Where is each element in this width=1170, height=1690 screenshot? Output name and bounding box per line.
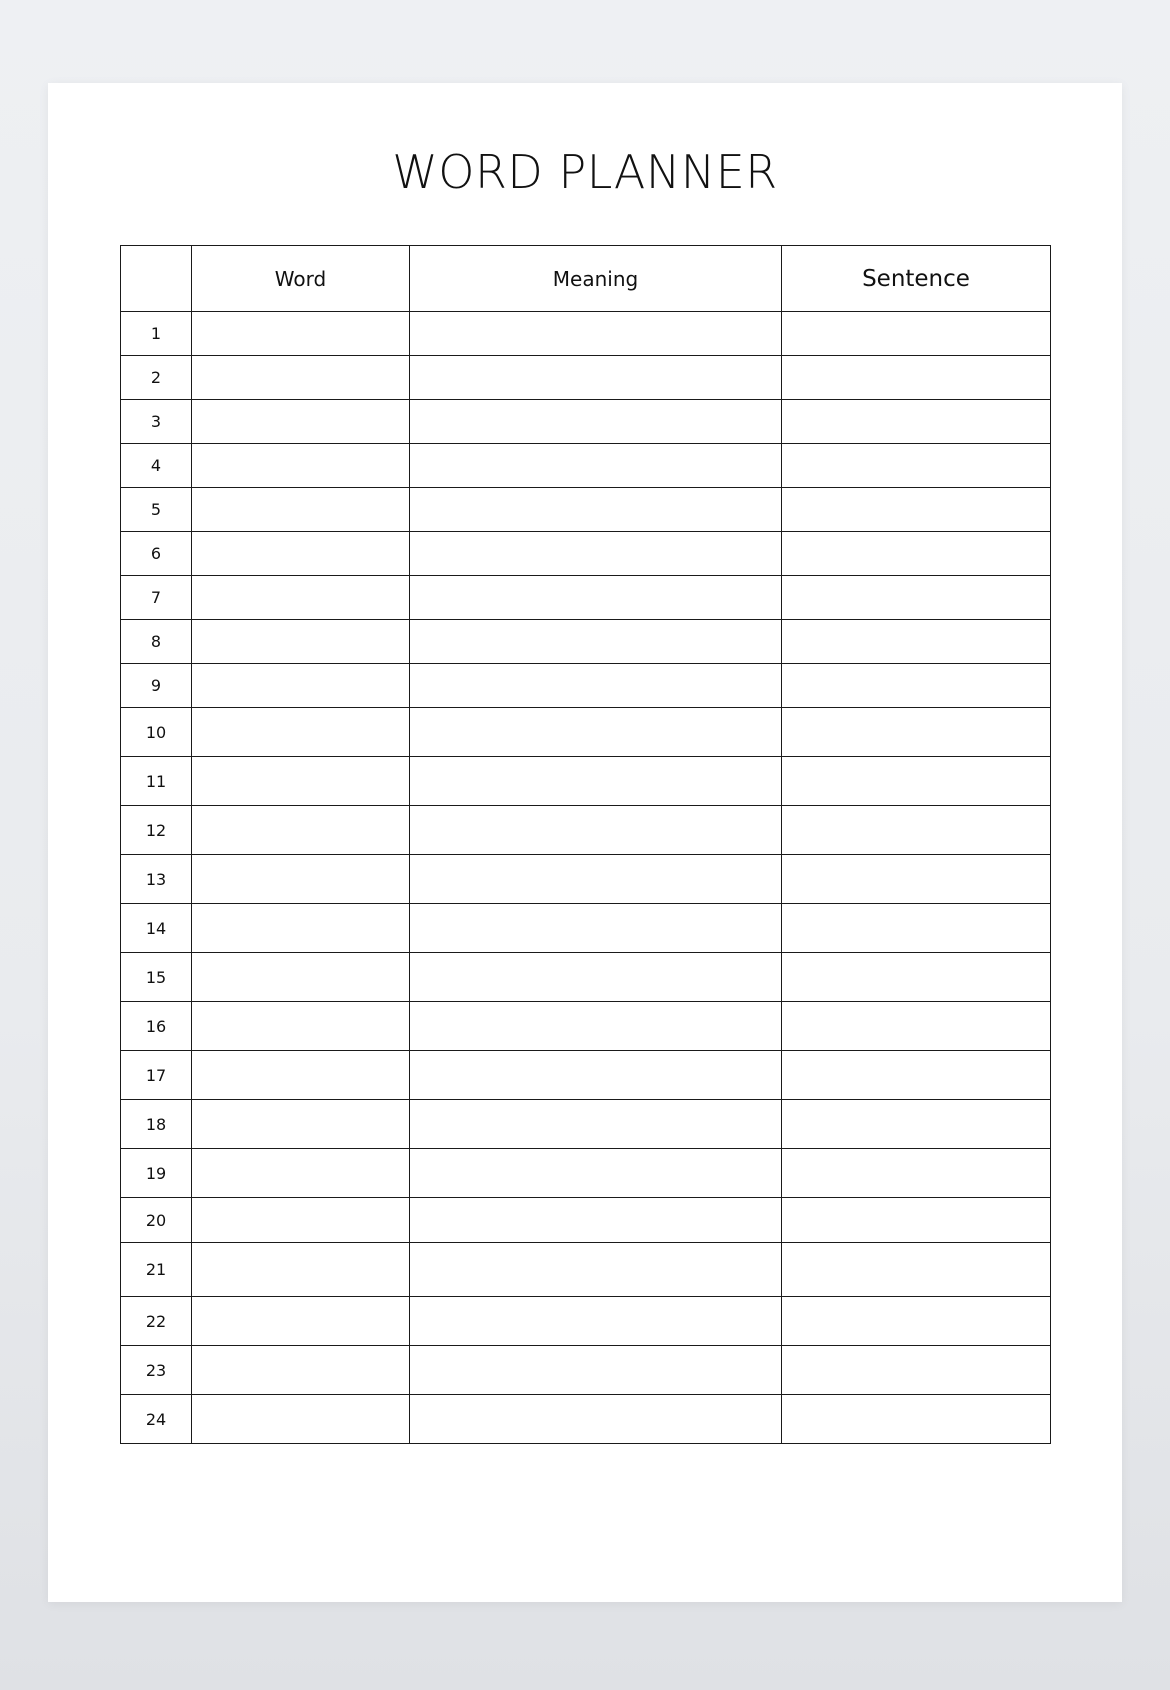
meaning-cell[interactable] — [410, 532, 782, 576]
meaning-cell[interactable] — [410, 953, 782, 1002]
word-cell[interactable] — [192, 1395, 410, 1444]
sentence-cell[interactable] — [782, 1395, 1051, 1444]
sentence-cell[interactable] — [782, 1149, 1051, 1198]
sentence-cell[interactable] — [782, 1198, 1051, 1243]
meaning-cell[interactable] — [410, 1100, 782, 1149]
meaning-cell[interactable] — [410, 1051, 782, 1100]
meaning-cell[interactable] — [410, 664, 782, 708]
meaning-cell[interactable] — [410, 806, 782, 855]
word-cell[interactable] — [192, 620, 410, 664]
row-number: 3 — [121, 400, 192, 444]
table-row — [121, 1002, 1051, 1051]
sentence-cell[interactable] — [782, 1243, 1051, 1297]
word-cell[interactable] — [192, 1243, 410, 1297]
meaning-cell[interactable] — [410, 620, 782, 664]
sentence-cell[interactable] — [782, 1002, 1051, 1051]
word-cell[interactable] — [192, 855, 410, 904]
meaning-cell[interactable] — [410, 1297, 782, 1346]
meaning-cell[interactable] — [410, 1243, 782, 1297]
row-number: 9 — [121, 664, 192, 708]
sentence-cell[interactable] — [782, 806, 1051, 855]
row-number: 17 — [121, 1051, 192, 1100]
table-row — [121, 1395, 1051, 1444]
table-row — [121, 664, 1051, 708]
table-row — [121, 400, 1051, 444]
row-number: 12 — [121, 806, 192, 855]
row-number: 4 — [121, 444, 192, 488]
meaning-cell[interactable] — [410, 708, 782, 757]
table-row — [121, 532, 1051, 576]
table-row — [121, 904, 1051, 953]
meaning-cell[interactable] — [410, 312, 782, 356]
row-number: 1 — [121, 312, 192, 356]
row-number: 13 — [121, 855, 192, 904]
sentence-cell[interactable] — [782, 312, 1051, 356]
word-cell[interactable] — [192, 1100, 410, 1149]
table-row — [121, 1100, 1051, 1149]
table-row — [121, 757, 1051, 806]
row-number: 24 — [121, 1395, 192, 1444]
word-cell[interactable] — [192, 576, 410, 620]
header-row — [121, 246, 1051, 312]
word-cell[interactable] — [192, 757, 410, 806]
sentence-cell[interactable] — [782, 620, 1051, 664]
word-cell[interactable] — [192, 806, 410, 855]
sentence-cell[interactable] — [782, 576, 1051, 620]
row-number: 15 — [121, 953, 192, 1002]
table-row — [121, 444, 1051, 488]
sentence-cell[interactable] — [782, 757, 1051, 806]
table-row — [121, 855, 1051, 904]
sentence-cell[interactable] — [782, 664, 1051, 708]
meaning-cell[interactable] — [410, 757, 782, 806]
word-cell[interactable] — [192, 444, 410, 488]
table-row — [121, 1198, 1051, 1243]
sentence-cell[interactable] — [782, 1100, 1051, 1149]
sentence-cell[interactable] — [782, 1346, 1051, 1395]
table-row — [121, 356, 1051, 400]
header-sentence: Sentence — [782, 246, 1051, 312]
meaning-cell[interactable] — [410, 1002, 782, 1051]
word-cell[interactable] — [192, 1002, 410, 1051]
meaning-cell[interactable] — [410, 356, 782, 400]
word-cell[interactable] — [192, 1297, 410, 1346]
word-cell[interactable] — [192, 532, 410, 576]
meaning-cell[interactable] — [410, 576, 782, 620]
header-meaning: Meaning — [410, 246, 782, 312]
planner-sheet — [48, 83, 1122, 1602]
sentence-cell[interactable] — [782, 953, 1051, 1002]
row-number: 16 — [121, 1002, 192, 1051]
sentence-cell[interactable] — [782, 1051, 1051, 1100]
sentence-cell[interactable] — [782, 708, 1051, 757]
word-cell[interactable] — [192, 1346, 410, 1395]
row-number: 19 — [121, 1149, 192, 1198]
row-number: 21 — [121, 1243, 192, 1297]
word-cell[interactable] — [192, 708, 410, 757]
meaning-cell[interactable] — [410, 1149, 782, 1198]
row-number: 5 — [121, 488, 192, 532]
table-row — [121, 488, 1051, 532]
sentence-cell[interactable] — [782, 532, 1051, 576]
header-number — [121, 246, 192, 312]
sentence-cell[interactable] — [782, 444, 1051, 488]
row-number: 6 — [121, 532, 192, 576]
meaning-cell[interactable] — [410, 1198, 782, 1243]
sentence-cell[interactable] — [782, 488, 1051, 532]
table-row — [121, 1297, 1051, 1346]
word-planner-table — [120, 245, 1051, 1444]
table-row — [121, 620, 1051, 664]
row-number: 20 — [121, 1198, 192, 1243]
sentence-cell[interactable] — [782, 1297, 1051, 1346]
word-cell[interactable] — [192, 1051, 410, 1100]
table-row — [121, 953, 1051, 1002]
meaning-cell[interactable] — [410, 444, 782, 488]
row-number: 18 — [121, 1100, 192, 1149]
word-cell[interactable] — [192, 1198, 410, 1243]
meaning-cell[interactable] — [410, 1395, 782, 1444]
table-row — [121, 312, 1051, 356]
word-cell[interactable] — [192, 904, 410, 953]
sentence-cell[interactable] — [782, 904, 1051, 953]
table-row — [121, 806, 1051, 855]
row-number: 14 — [121, 904, 192, 953]
row-number: 22 — [121, 1297, 192, 1346]
sentence-cell[interactable] — [782, 400, 1051, 444]
meaning-cell[interactable] — [410, 1346, 782, 1395]
word-cell[interactable] — [192, 488, 410, 532]
row-number: 2 — [121, 356, 192, 400]
table-row — [121, 576, 1051, 620]
header-word: Word — [192, 246, 410, 312]
word-cell[interactable] — [192, 1149, 410, 1198]
meaning-cell[interactable] — [410, 400, 782, 444]
table-row — [121, 1051, 1051, 1100]
word-cell[interactable] — [192, 664, 410, 708]
table-row — [121, 1346, 1051, 1395]
word-cell[interactable] — [192, 953, 410, 1002]
row-number: 8 — [121, 620, 192, 664]
word-cell[interactable] — [192, 356, 410, 400]
sentence-cell[interactable] — [782, 855, 1051, 904]
table-row — [121, 1243, 1051, 1297]
word-cell[interactable] — [192, 400, 410, 444]
table-row — [121, 708, 1051, 757]
meaning-cell[interactable] — [410, 488, 782, 532]
sentence-cell[interactable] — [782, 356, 1051, 400]
word-cell[interactable] — [192, 312, 410, 356]
row-number: 23 — [121, 1346, 192, 1395]
row-number: 10 — [121, 708, 192, 757]
table-row — [121, 1149, 1051, 1198]
row-number: 11 — [121, 757, 192, 806]
meaning-cell[interactable] — [410, 904, 782, 953]
meaning-cell[interactable] — [410, 855, 782, 904]
page-title: WORD PLANNER — [392, 145, 778, 199]
row-number: 7 — [121, 576, 192, 620]
